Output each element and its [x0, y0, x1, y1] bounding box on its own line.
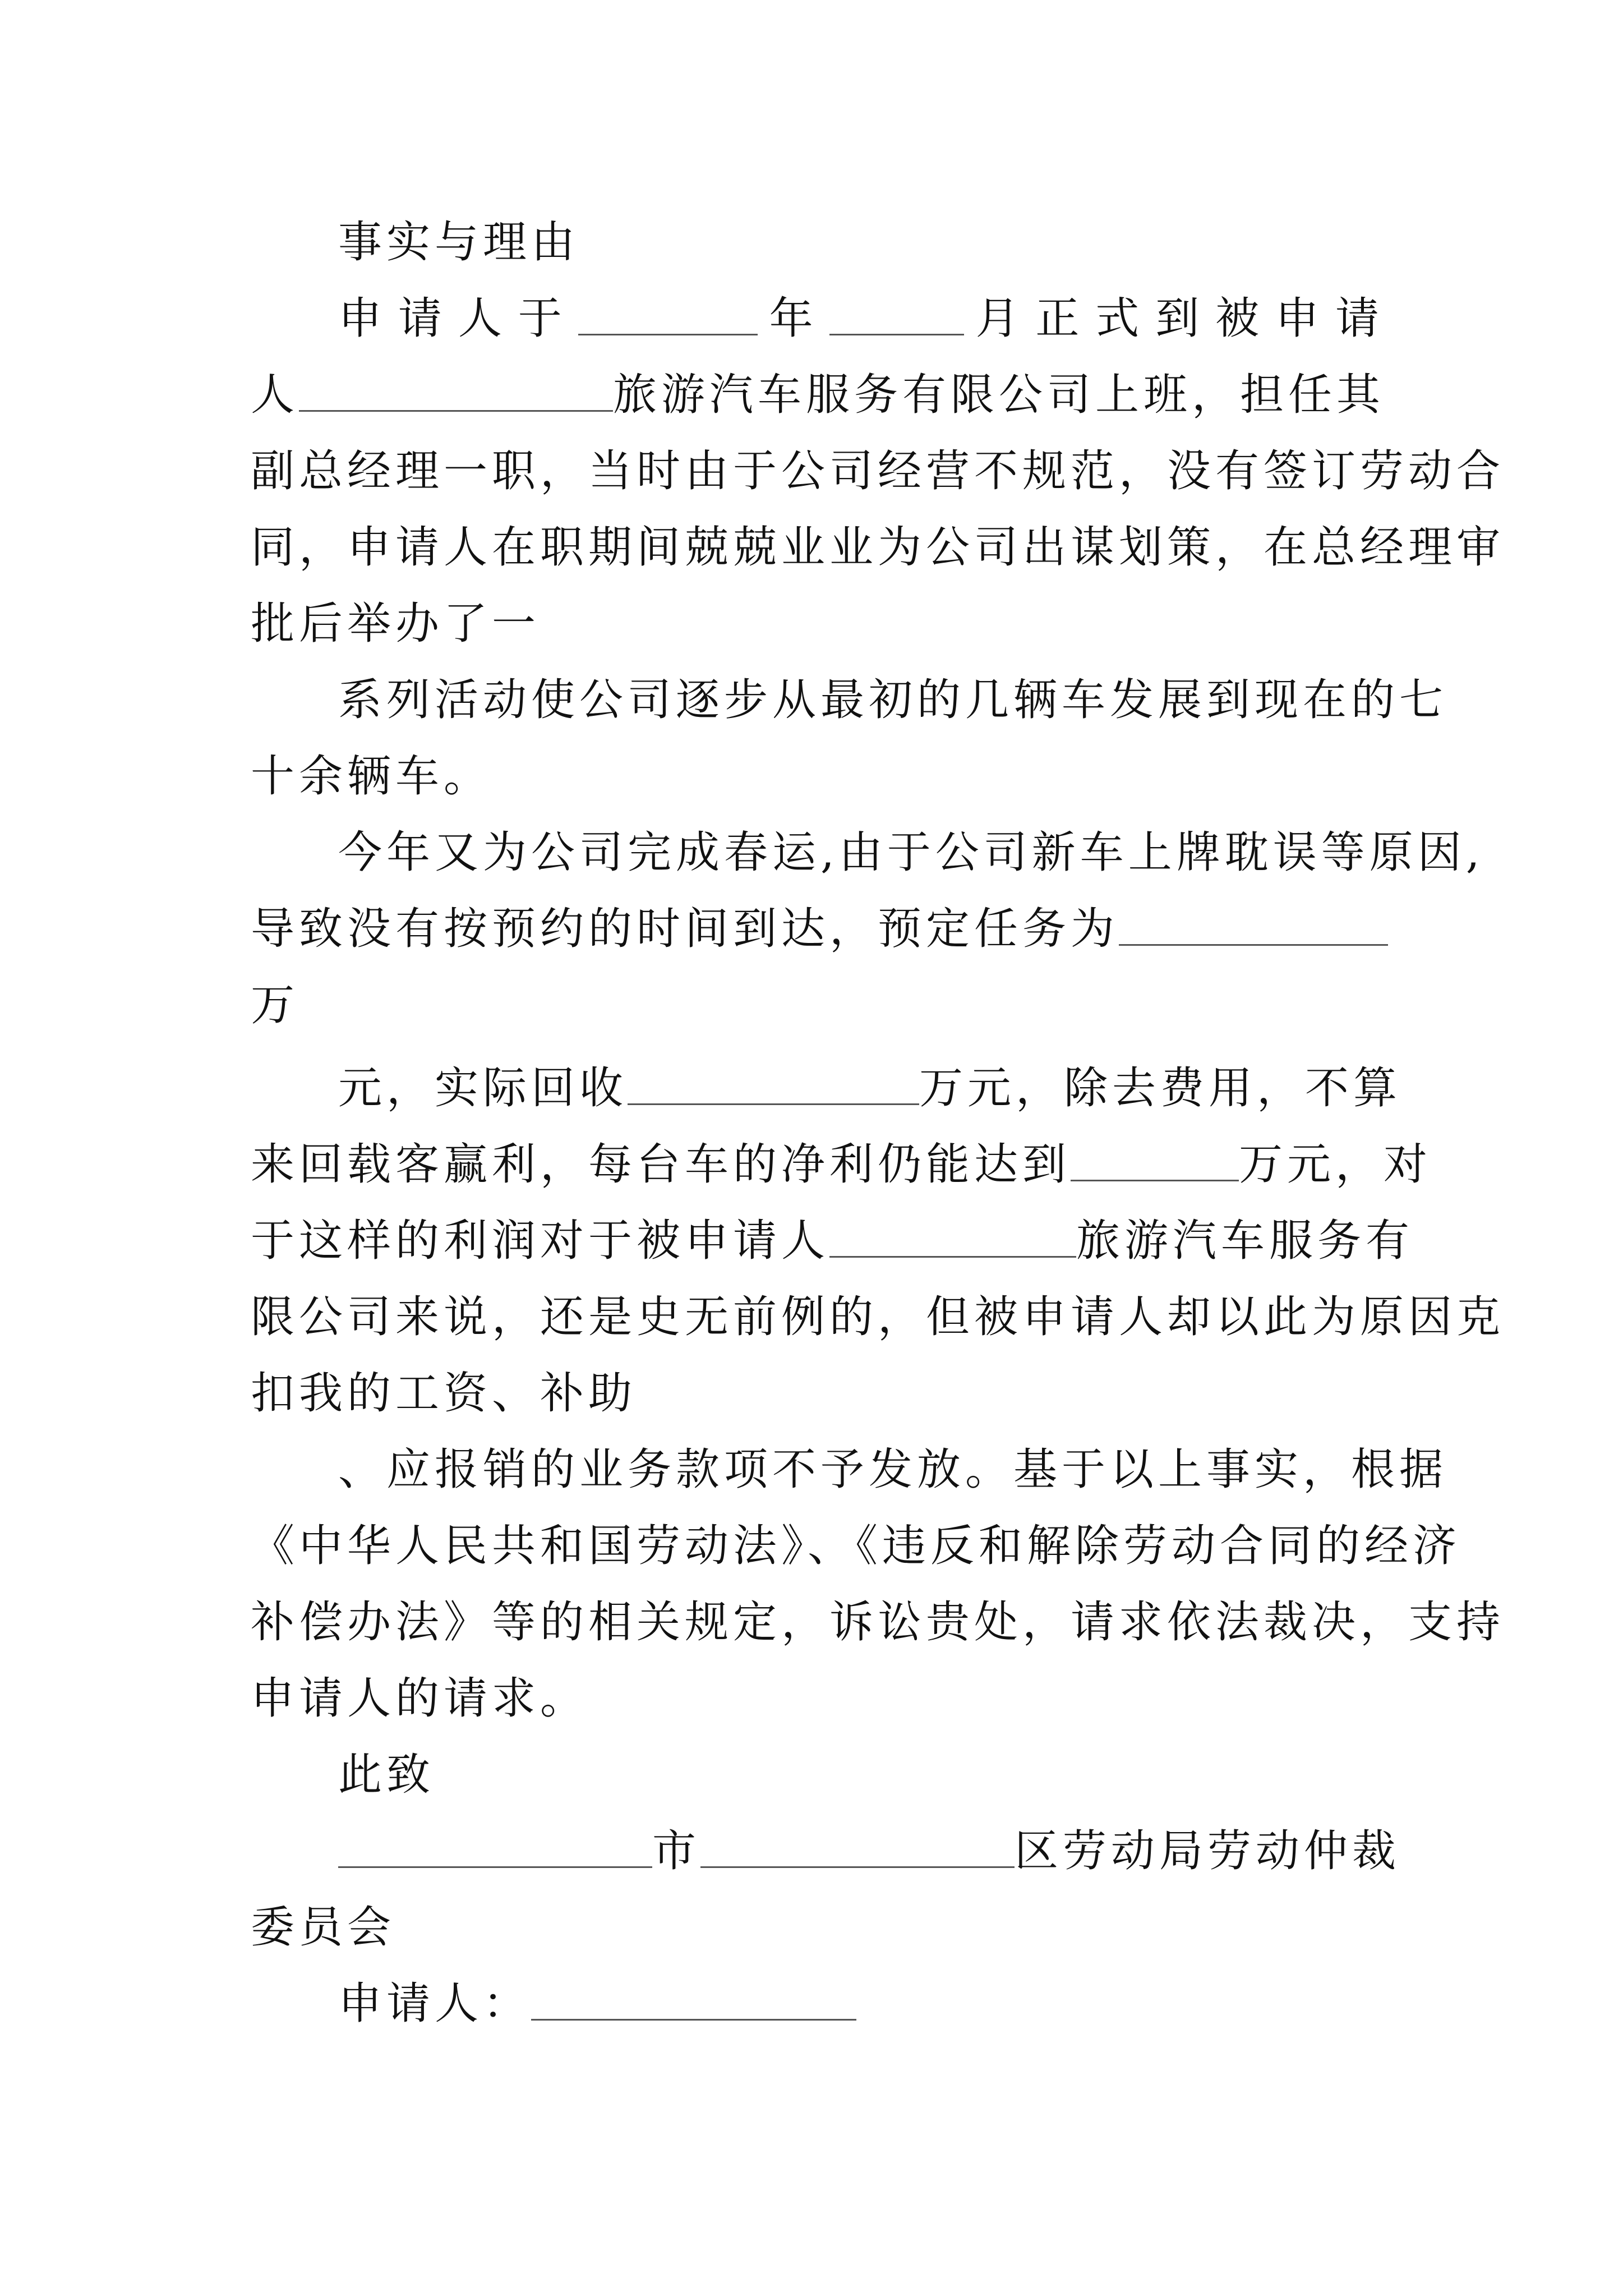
- blank-target-amount: [1119, 905, 1388, 946]
- paragraph-5-line-1: 、应报销的业务款项不予发放。基于以上事实，根据: [338, 1444, 1448, 1495]
- paragraph-3-line-3: 万: [251, 980, 299, 1030]
- paragraph-5-line-4: 申请人的请求。: [251, 1673, 589, 1724]
- paragraph-2-line-1: 系列活动使公司逐步从最初的几辆车发展到现在的七: [338, 675, 1448, 725]
- paragraph-1-line-5: 批后举办了一: [251, 599, 541, 649]
- signature-line: [251, 1970, 1384, 2037]
- paragraph-1-line-2: 人 旅游汽车服务有限公司上班，担任其: [251, 370, 1385, 420]
- blank-city: [338, 1827, 652, 1868]
- paragraph-4-line-3: 于这样的利润对于被申请人 旅游汽车服务有: [251, 1216, 1414, 1266]
- blank-net-profit: [1071, 1140, 1239, 1181]
- blank-company-name: [299, 371, 613, 412]
- section-heading: [251, 209, 1384, 276]
- paragraph-1-line-3: 副总经理一职，当时由于公司经营不规范，没有签订劳动合: [251, 446, 1505, 496]
- recipient-line-2: 委员会: [251, 1902, 396, 1953]
- paragraph-1-line-1: 申请人于 年 月正式到被申请: [338, 293, 1384, 344]
- paragraph-2-line-2: 十余辆车。: [251, 751, 492, 802]
- signature-label: 申请人：: [338, 1978, 532, 2029]
- blank-district: [700, 1827, 1015, 1868]
- paragraph-5-line-2: 《中华人民共和国劳动法》、《违反和解除劳动合同的经济: [251, 1521, 1461, 1571]
- paragraph-3-line-1: 今年又为公司完成春运,由于公司新车上牌耽误等原因,: [338, 827, 1484, 878]
- paragraph-4-line-1: 元，实际回收 万元，除去费用，不算: [338, 1063, 1402, 1114]
- blank-month: [829, 295, 964, 335]
- paragraph-1-line-4: 同，申请人在职期间兢兢业业为公司出谋划策，在总经理审: [251, 522, 1505, 573]
- paragraph-4-line-5: 扣我的工资、补助: [251, 1368, 637, 1419]
- heading-text: 事实与理由: [338, 217, 580, 268]
- paragraph-5-line-3: 补偿办法》等的相关规定，诉讼贵处，请求依法裁决，支持: [251, 1597, 1505, 1648]
- paragraph-4-line-2: 来回载客赢利，每台车的净利仍能达到 万元，对: [251, 1139, 1432, 1190]
- blank-year: [578, 295, 758, 335]
- recipient-line-1: 市 区劳动局劳动仲裁: [251, 1818, 1384, 1885]
- paragraph-3-line-2: 导致没有按预约的时间到达，预定任务为: [251, 895, 1384, 963]
- blank-signature: [531, 1980, 856, 2021]
- closing-salutation: 此致: [338, 1750, 435, 1800]
- paragraph-4-line-4: 限公司来说，还是史无前例的，但被申请人却以此为原因克: [251, 1292, 1505, 1342]
- blank-respondent-name: [829, 1217, 1076, 1258]
- blank-actual-amount: [628, 1064, 919, 1105]
